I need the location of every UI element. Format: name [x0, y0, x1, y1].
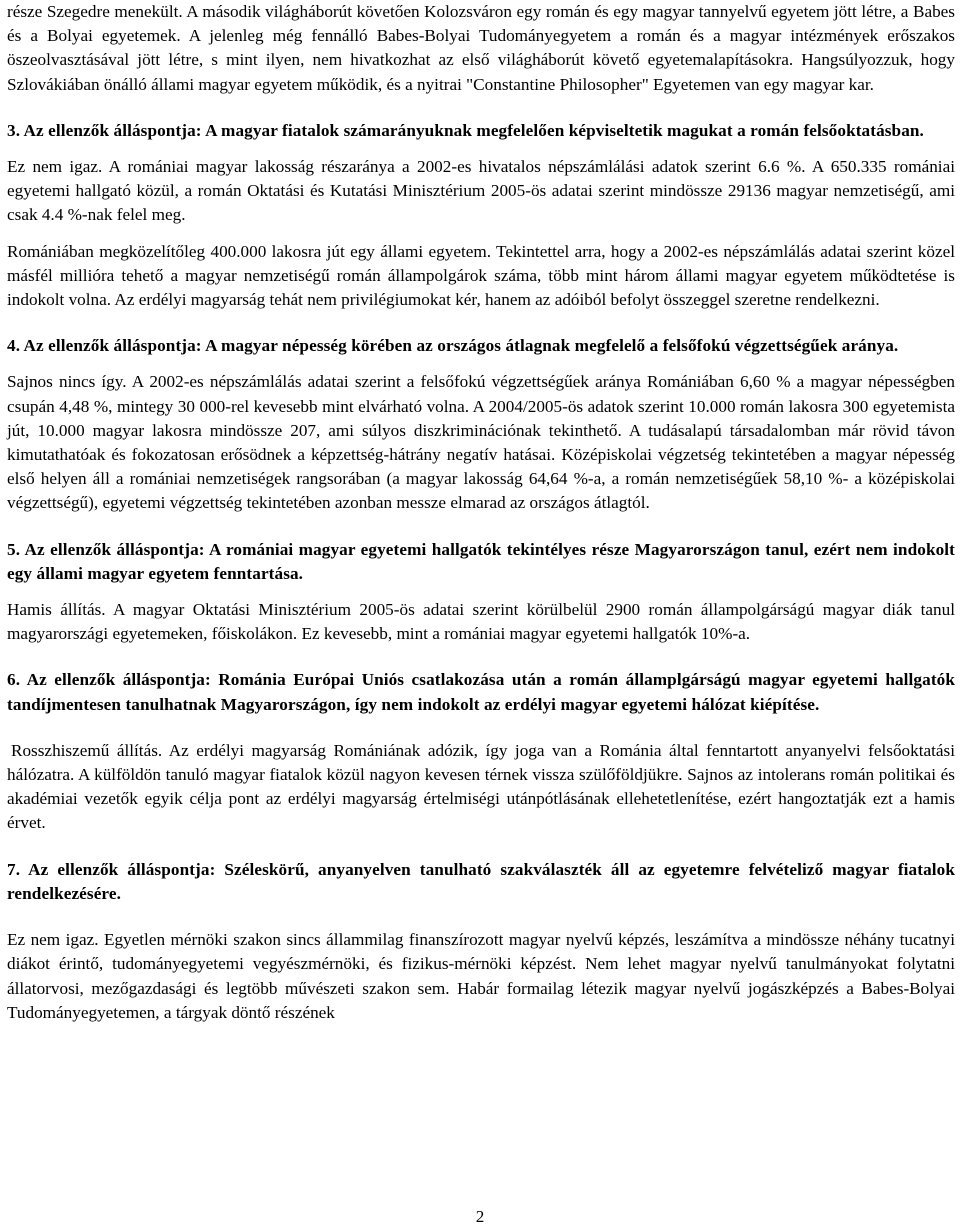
section-5-heading: 5. Az ellenzők álláspontja: A romániai magyar egyetemi hallgatók tekintélyes része Magyarországon tanul, ezért nem indokolt egy állami magyar egyetem fenntartása. — [7, 539, 955, 583]
spacer — [7, 516, 955, 538]
spacer — [7, 717, 955, 739]
spacer — [7, 358, 955, 370]
section-4-paragraph: Sajnos nincs így. A 2002-es népszámlálás adatai szerint a felsőfokú végzettségűek aránya Romániában 6,60 % a magyar népességben csupán 4,48 %, mintegy 30 000-rel kevesebb mint elvárható volna. A 2004/2005-ös adatok szerint 10.000 román lakosra 300 egyetemista jút, 10.000 magyar lakosra mindössze 207, ami súlyos diszkriminációnak tekinthető. A tudásalapú társadalomban már rövid távon kimutathatóak és fokozatosan erősödnek a képzettség-hátrány negatív hatásai. Középiskolai végzetség tekintetében a magyar népesség első helyen áll a romániai nemzetiségek rangsorában (a magyar lakosság 64,64 %-a, a román nemzetiségűek 58,10 %- a középiskolai végzettségű), egyetemi végzettség tekintetében azonban messze elmarad az országos átlagtól. — [7, 372, 955, 513]
section-6-paragraph: Rosszhiszemű állítás. Az erdélyi magyarság Romániának adózik, így joga van a Románia által fenntartott anyanyelvi felsőoktatási hálózatra. A külföldön tanuló magyar fiatalok közül nagyon kevesen térnek vissza szülőföldjükre. Sajnos az intolerans román politikai és akadémiai vezetők egyik célja pont az erdélyi magyarság értelmiségi utánpótlásának ellehetetlenítése, ezért hangoztatják ezt a hamis érvet. — [7, 740, 955, 833]
section-7-paragraph: Ez nem igaz. Egyetlen mérnöki szakon sincs állammilag finanszírozott magyar nyelvű képzés, leszámítva a mindössze néhány tucatnyi diákot érintő, tudományegyetemi vegyészmérnöki, és fizikus-mérnöki képzést. Nem lehet magyar nyelvű tanulmányokat folytatni állatorvosi, mezőgazdasági és legtöbb művészeti szakon sem. Habár formailag létezik magyar nyelvű jogászképzés a Babes-Bolyai Tudományegyetemen, a tárgyak döntő részének — [7, 930, 955, 1022]
section-7-heading: 7. Az ellenzők álláspontja: Széleskörű, anyanyelven tanulható szakválaszték áll az egyetemre felvételiző magyar fiatalok rendelkezésére. — [7, 859, 955, 903]
page-number: 2 — [475, 1207, 485, 1226]
spacer — [7, 836, 955, 858]
section-3-paragraph-1: Ez nem igaz. A romániai magyar lakosság részaránya a 2002-es hivatalos népszámlálási adatok szerint 6.6 %. A 650.335 romániai egyetemi hallgató közül, a román Oktatási és Kutatási Minisztérium 2005-ös adatai szerint mindössze 29136 magyar nemzetiségű, ami csak 4.4 %-nak felel meg. — [7, 157, 955, 225]
spacer — [7, 312, 955, 334]
spacer — [7, 646, 955, 668]
section-4-heading: 4. Az ellenzők álláspontja: A magyar népesség körében az országos átlagnak megfelelő a felsőfokú végzettségűek aránya. — [7, 336, 899, 356]
section-3-heading: 3. Az ellenzők álláspontja: A magyar fiatalok számarányuknak megfelelően képviseltetik magukat a román felsőoktatásban. — [7, 120, 924, 140]
spacer — [7, 586, 955, 598]
document-page — [7, 0, 955, 1025]
intro-paragraph: része Szegedre menekült. A második világháborút követően Kolozsváron egy román és egy magyar tannyelvű egyetem jött létre, a Babes és a Bolyai egyetemek. A jelenleg még fennálló Babes-Bolyai Tudományegyetem a román és a magyar intézmények erőszakos öszeolvasztásával jött létre, s mint ilyen, nem hivatkozhat az első világháborút követő egyetemalapításokra. Hangsúlyozzuk, hogy Szlovákiában önálló állami magyar egyetem működik, és a nyitrai "Constantine Philosopher" Egyetemen van egy magyar kar. — [7, 2, 955, 94]
spacer — [7, 143, 955, 155]
spacer — [7, 228, 955, 240]
spacer — [7, 97, 955, 119]
section-3-paragraph-2: Romániában megközelítőleg 400.000 lakosra jút egy állami egyetem. Tekintettel arra, hogy a 2002-es népszámlálás adatai szerint közel másfél millióra tehető a magyar nemzetiségű román állampolgárok száma, több mint három állami magyar egyetem működtetése is indokolt volna. Az erdélyi magyarság tehát nem privilégiumokat kér, hanem az adóiból befolyt összeggel szeretne rendelkezni. — [7, 241, 955, 310]
section-6-heading: 6. Az ellenzők álláspontja: Románia Európai Uniós csatlakozása után a román államplgárságú magyar egyetemi hallgatók tandíjmentesen tanulhatnak Magyarországon, így nem indokolt az erdélyi magyar egyetemi hálózat kiépítése. — [7, 670, 955, 714]
section-5-paragraph: Hamis állítás. A magyar Oktatási Minisztérium 2005-ös adatai szerint körülbelül 2900 román állampolgárságú magyar diák tanul magyarországi egyetemeken, főiskolákon. Ez kevesebb, mint a romániai magyar egyetemi hallgatók 10%-a. — [7, 600, 955, 644]
spacer — [7, 906, 955, 928]
